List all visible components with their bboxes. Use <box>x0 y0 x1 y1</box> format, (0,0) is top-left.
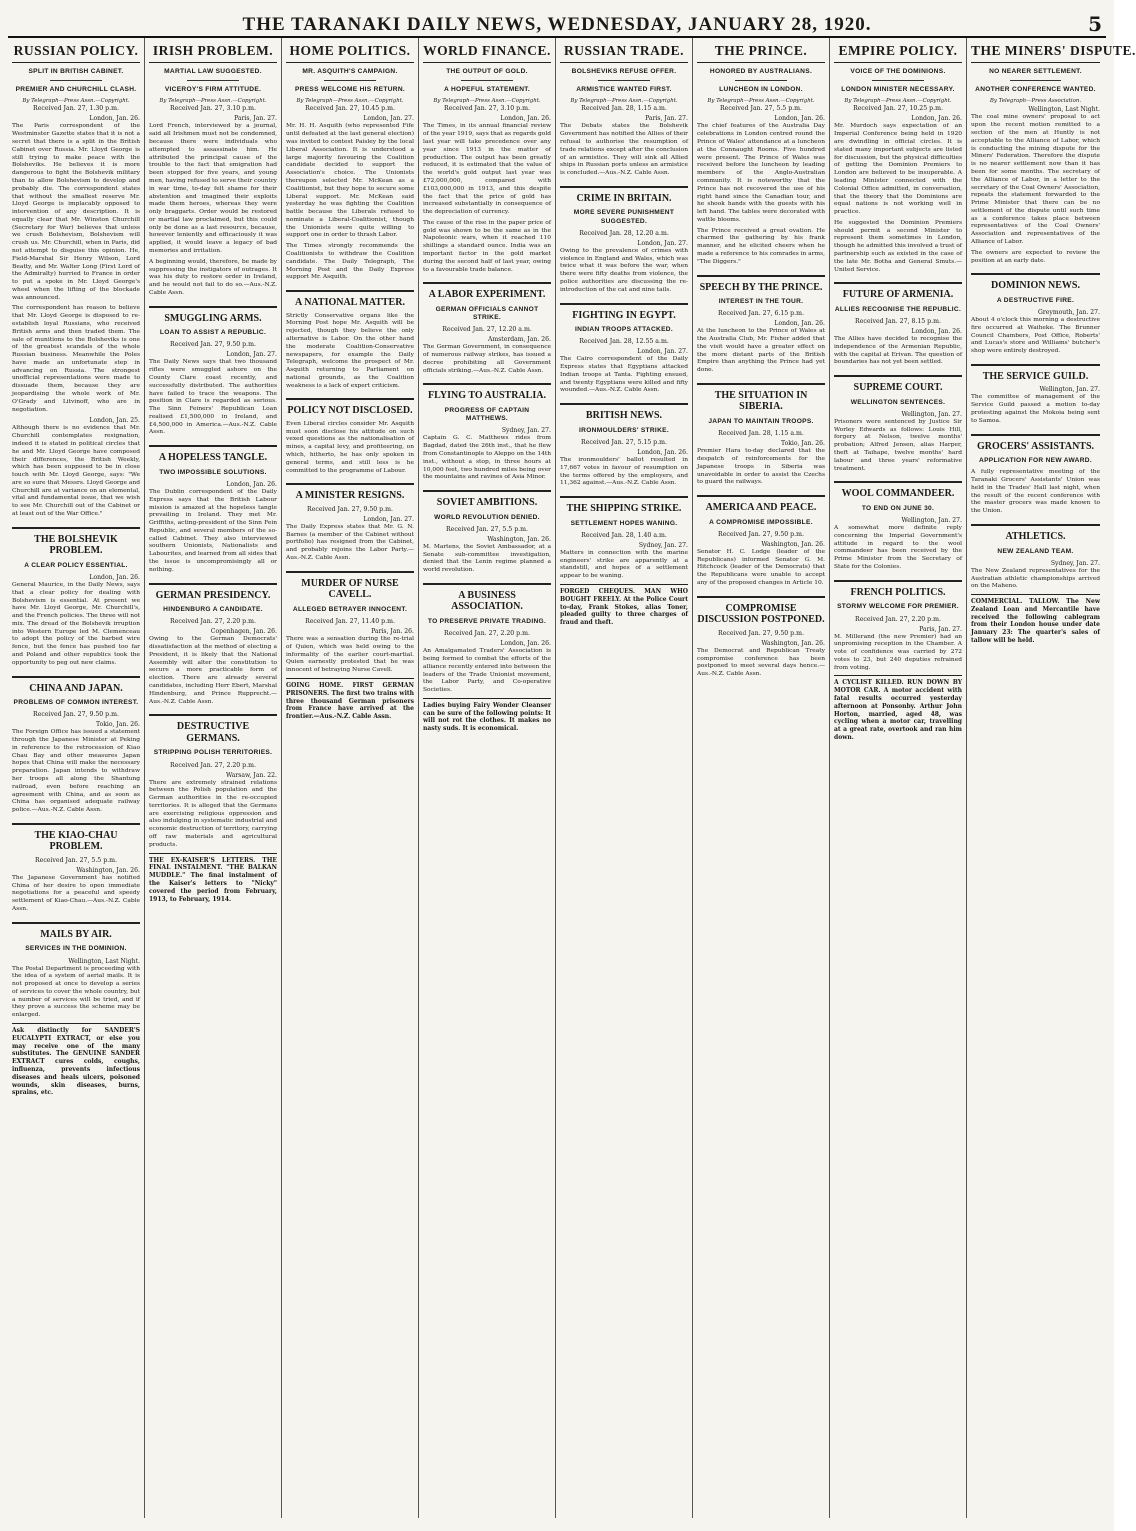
column-heading: THE PRINCE. <box>697 41 825 63</box>
story-dateline: London, Jan. 27. <box>226 351 277 359</box>
divider-rule <box>324 80 375 81</box>
advertisement: COMMERCIAL. TALLOW. The New Zealand Loan and Mercantile have received the following cablegram from their London house under date January 23: The quarter's sales of tallow will be held. <box>971 594 1100 645</box>
story-subhead: ALLIES RECOGNISE THE REPUBLIC. <box>834 305 962 313</box>
story-body: A fully representative meeting of the Taranaki Grocers' Assistants' Union was held in the Trades' Hall last night, when the result of the recent conference with the master grocers was made known to the Union. <box>971 469 1100 515</box>
story-dateline: London, Jan. 27. <box>363 515 414 523</box>
story-dateline: Tokio, Jan. 26. <box>95 721 140 729</box>
story-body: The Japanese Government has notified China of her desire to open immediate negotiations for a peaceful and speedy settlement of Kiao-Chau.—Aus.-N.Z. Cable Assn. <box>12 874 140 913</box>
column-6 <box>693 38 830 1518</box>
story-body: The committee of management of the Service Guild passed a motion to-day protesting against the Mokoia being sent to Samoa. <box>971 394 1100 424</box>
divider-rule <box>187 80 238 81</box>
story-received-time: Received Jan. 28, 1.15 a.m. <box>718 430 804 438</box>
column-4 <box>419 38 556 1518</box>
story-body: Strictly Conservative organs like the Morning Post hope Mr. Asquith will be rejected, though they believe the only alternative is Labor. On the other hand the moderate Coalition-Conservative newspapers, for example the Daily Telegraph, welcome the prospect of Mr. Asquith returning to Parliament on national grounds, as the Coalition weakness is a lack of expert criticism. <box>286 312 414 389</box>
story-dateline: Wellington, Jan. 27. <box>901 410 962 418</box>
byline: By Telegraph—Press Assn.—Copyright. <box>22 98 130 105</box>
story-subhead: STORMY WELCOME FOR PREMIER. <box>837 603 959 611</box>
story-body: A somewhat more definite reply concerning the Imperial Government's attitude in regard to the wool commandeer has been received by the Prime Minister from the Secretary of State for the Colonies. <box>834 525 962 571</box>
story-subhead: A CLEAR POLICY ESSENTIAL. <box>24 561 128 569</box>
story-body: About 4 o'clock this morning a destructive fire occurred at Waiheke. The Brunner Council Chambers, Post Office, Roberts' and Lucas's store and Williams' butcher's shop were entirely destroyed. <box>971 317 1100 355</box>
story-headline: AMERICA AND PEACE. <box>697 495 825 514</box>
dateline: London, Jan. 27. <box>363 115 414 123</box>
story-received-time: Received Jan. 27, 11.40 p.m. <box>305 618 395 626</box>
story-dateline: Sydney, Jan. 27. <box>1050 559 1100 567</box>
story-received-time: Received Jan. 27, 6.15 p.m. <box>718 310 804 318</box>
dateline: London, Jan. 26. <box>774 115 825 123</box>
story-dateline: Sydney, Jan. 27. <box>501 427 551 435</box>
story-headline: MURDER OF NURSE CAVELL. <box>286 571 414 601</box>
story-headline: WOOL COMMANDEER. <box>834 481 962 500</box>
story-dateline: Paris, Jan. 27. <box>919 625 962 633</box>
divider-rule <box>461 80 512 81</box>
story-dateline: London, Jan. 26. <box>774 320 825 328</box>
story-headline: THE BOLSHEVIK PROBLEM. <box>12 527 140 557</box>
article-body: Mr. Murdoch says expectation of an Imperial Conference being held in 1920 are dwindling in official circles. It is stated many important subjects are listed for discussion, but the physical difficulties of getting the Dominion Premiers to London are believed to be insuperable. A leading Minister connected with the Colonial Office admitted, in conversation, that the theory that the Dominions are equal nations is not working well in practice. <box>834 123 962 216</box>
story-dateline: Warsaw, Jan. 22. <box>226 771 277 779</box>
story-subhead: SERVICES IN THE DOMINION. <box>25 945 127 953</box>
story-dateline: Paris, Jan. 26. <box>371 628 414 636</box>
story-subhead: APPLICATION FOR NEW AWARD. <box>979 457 1092 465</box>
story-headline: THE SERVICE GUILD. <box>971 364 1100 383</box>
story-headline: FRENCH POLITICS. <box>834 580 962 599</box>
dateline: London, Jan. 26. <box>500 115 551 123</box>
column-subhead: SPLIT IN BRITISH CABINET. <box>28 68 124 75</box>
story-dateline: Washington, Jan. 26. <box>487 535 551 543</box>
received-time: Received Jan. 27, 1.30 p.m. <box>33 105 119 113</box>
column-heading: IRISH PROBLEM. <box>149 41 277 63</box>
story-headline: A BUSINESS ASSOCIATION. <box>423 583 551 613</box>
column-subhead-2: PREMIER AND CHURCHILL CLASH. <box>15 86 137 94</box>
story-dateline: London, Jan. 27. <box>637 239 688 247</box>
story-received-time: Received Jan. 27, 9.50 p.m. <box>718 629 804 637</box>
story-headline: ATHLETICS. <box>971 524 1100 543</box>
story-headline: GERMAN PRESIDENCY. <box>149 583 277 602</box>
column-heading: RUSSIAN TRADE. <box>560 41 688 63</box>
story-body: The Daily Express states that Mr. G. N. Barnes (a member of the Cabinet without portfolio) has resigned from the Cabinet, and probably rejoins the Labor Party.—Aus.-N.Z. Cable Assn. <box>286 523 414 561</box>
advertisement: THE EX-KAISER'S LETTERS. THE FINAL INSTALMENT. "THE BALKAN MUDDLE." The final instalment of the Kaiser's letters to "Nicky" covered the period from February, 1913, to February, 1914. <box>149 853 277 904</box>
story-dateline: London, Jan. 26. <box>500 640 551 648</box>
column-subhead-2: LONDON MINISTER NECESSARY. <box>841 86 955 94</box>
article-body: The Paris correspondent of the Westminster Gazette states that it is not a secret that there is a split in the British Cabinet over Russia. Mr. Lloyd George is still trying to make peace with the Bolsheviks. He believes it is more dangerous to fight the Bolshevik military than to allow Bolshevism to develop and probably die. The correspondent states that without the smallest reserve Mr. Lloyd George is implacably opposed to intervention of any description. It is equally clear that Mr. Winston Churchill (Secretary for War) believes that unless we crush Bolshevism, Bolshevism will crush us. Mr. Churchill, when in Paris, did not attempt to disguise this opinion. He, Field-Marshal Sir Henry Wilson, Lord Beatty, and Mr. Walter Long (First Lord of the Admiralty) hurried to France in order to put a spoke in Mr. Lloyd George's wheel when the lifting of the blockade was announced. <box>12 123 140 301</box>
story-dateline: Wellington, Jan. 27. <box>901 517 962 525</box>
story-headline: GROCERS' ASSISTANTS. <box>971 434 1100 453</box>
byline: By Telegraph—Press Assn.—Copyright. <box>707 98 815 105</box>
dateline: London, Jan. 26. <box>89 115 140 123</box>
story-received-time: Received Jan. 27, 8.15 p.m. <box>855 318 941 326</box>
story-dateline: Greymouth, Jan. 27. <box>1037 309 1100 317</box>
story-headline: THE SHIPPING STRIKE. <box>560 496 688 515</box>
story-dateline: Copenhagen, Jan. 26. <box>210 628 277 636</box>
story-headline: FUTURE OF ARMENIA. <box>834 282 962 301</box>
received-time: Received Jan. 28, 1.15 a.m. <box>581 105 667 113</box>
story-received-time: Received Jan. 27, 12.20 a.m. <box>442 326 532 334</box>
columns <box>8 38 1136 1518</box>
story-subhead: WORLD REVOLUTION DENIED. <box>434 513 540 521</box>
divider-rule <box>735 80 786 81</box>
story-body: Owing to the German Democrats' dissatisfaction at the method of electing a President, it is likely that the National Assembly will alter the constitution to secure a more practicable form of election. There are already several candidates, including Herr Ebert, Marshal Hindenburg, and Prince Rupprecht.—Aus.-N.Z. Cable Assn. <box>149 636 277 705</box>
byline: By Telegraph—Press Assn.—Copyright. <box>433 98 541 105</box>
article-body: The Times, in its annual financial review of the year 1919, says that as regards gold last year will take precedence over any year since 1913 in the matter of production. The output has been greatly reduced, it is estimated that the value of the world's gold output last year was £72,000,000, compared with £103,000,000 in 1913, and this despite the fact that the price of gold has increased substantially in consequence of the depreciation of currency. <box>423 123 551 216</box>
article-body-2: A beginning would, therefore, be made by suppressing the instigators of outrages. It was his duty to restore order in Ireland, and he would not fail to do so.—Aus.-N.Z. Cable Assn. <box>149 258 277 296</box>
article-body-2: The Times strongly recommends the Coalitionists to withdraw the Coalition candidate. The Daily Telegraph, The Morning Post and the Daily Express support Mr. Asquith. <box>286 243 414 281</box>
story-subhead: TWO IMPOSSIBLE SOLUTIONS. <box>159 468 267 476</box>
story-body: Matters in connection with the marine engineers' strike are apparently at a standstill, and hopes of a settlement appear to be waning. <box>560 549 688 580</box>
story-headline: A MINISTER RESIGNS. <box>286 483 414 502</box>
story-dateline: Wellington, Jan. 27. <box>1039 386 1100 394</box>
story-body: The Postal Department is proceeding with the idea of a system of aerial mails. It is not proposed at once to develop a series of services to cover the whole country, but a number of services will be tried, and if they prove a success the scheme may be enlarged. <box>12 965 140 1019</box>
story-received-time: Received Jan. 27, 2.20 p.m. <box>170 618 256 626</box>
column-subhead-2: ANOTHER CONFERENCE WANTED. <box>975 86 1096 94</box>
story-headline: A NATIONAL MATTER. <box>286 290 414 309</box>
byline: By Telegraph—Press Association. <box>989 98 1082 105</box>
story-body: The Dublin correspondent of the Daily Express says that the British Labour mission is amazed at the hopeless tangle prevailing in Ireland. They met Mr. Griffiths, acting-president of the Sinn Fein Republic, and several members of the so-called Cabinet. They also interviewed southern Unionists, Nationalists and Labourites, and learned from all sides that the issue is uncompromisingly all or nothing. <box>149 488 277 573</box>
byline: By Telegraph—Press Assn.—Copyright. <box>844 98 952 105</box>
story-received-time: Received Jan. 28, 1.40 a.m. <box>581 531 667 539</box>
story-dateline: Amsterdam, Jan. 26. <box>487 336 551 344</box>
advertisement: FORGED CHEQUES. MAN WHO BOUGHT FREELY. At the Police Court to-day, Frank Stokes, alias Toner, pleaded guilty to three charges of fraud and theft. <box>560 584 688 627</box>
received-time: Received Jan. 27, 3.10 p.m. <box>444 105 530 113</box>
column-subhead: THE OUTPUT OF GOLD. <box>446 68 528 75</box>
masthead <box>8 6 1106 38</box>
story-subhead: STRIPPING POLISH TERRITORIES. <box>153 749 273 757</box>
story-received-time: Received Jan. 27, 9.50 p.m. <box>307 505 393 513</box>
column-subhead: MARTIAL LAW SUGGESTED. <box>164 68 262 75</box>
story-subhead: PROGRESS OF CAPTAIN MATTHEWS. <box>444 406 530 423</box>
masthead-title: THE TARANAKI DAILY NEWS, WEDNESDAY, JANUARY 28, 1920. <box>242 14 872 35</box>
story-headline: CHINA AND JAPAN. <box>12 676 140 695</box>
article-body-2: He suggested the Dominion Premiers should permit a second Minister to represent them sometimes in London, though he admitted this involved a trust of partnership such as existed in the case of the late Mr. Botha and General Smuts.—United Service. <box>834 219 962 273</box>
dateline: London, Jan. 26. <box>911 115 962 123</box>
story-body: The Democrat and Republican Treaty compromise conference has been postponed to meet several days hence.—Aus.-N.Z. Cable Assn. <box>697 647 825 678</box>
column-1 <box>8 38 145 1518</box>
story-headline: SUPREME COURT. <box>834 375 962 394</box>
column-2 <box>145 38 282 1518</box>
column-3 <box>282 38 419 1518</box>
story-body: Prisoners were sentenced by Justice Sir Worley Edwards as follows: Louis Hill, forgery at Nelson, twelve months' probation; Alfred Jensen, alias Harper, theft at Taihape, twelve months' hard labour and three years' reformative treatment. <box>834 418 962 472</box>
article-body-3: Although there is no evidence that Mr. Churchill contemplates resignation, indeed it is stated in political circles that he and Mr. Lloyd George have composed their differences, the British Weekly, which has been supposed to be in close touch with Mr. Lloyd George, says: "We are so sure that Messrs. Lloyd George and Churchill are at variance on an elemental, vital and fundamental issue, that we wish to see Mr. Churchill out of the Cabinet or at least out of the War Office." <box>12 425 140 517</box>
story-received-time: Received Jan. 27, 5.15 p.m. <box>581 438 667 446</box>
story-body: Captain G. C. Matthews rides from Bagdad, dated the 26th inst., that he flew from Constantinople to Aleppo on the 14th inst., without a stop, in three hours at 10,000 feet, two hundred miles being over the mountains and ravines of Asia Minor. <box>423 435 551 481</box>
story-body: There are extremely strained relations between the Polish population and the German authorities in the re-occupied territories. It is alleged that the Germans are exercising religious oppression and also indulging in systematic industrial and economic destruction of territory, carrying off raw materials and agricultural products. <box>149 779 277 848</box>
story-dateline: London, Jan. 26. <box>226 480 277 488</box>
dateline-2: London, Jan. 25. <box>89 417 140 425</box>
story-dateline: Tokio, Jan. 26. <box>780 440 825 448</box>
article-body: Lord French, interviewed by a journal, said all Irishmen must not be condemned, because there were individuals who attempted to assassinate him. He attributed the principal cause of the trouble to the fact that emigration had been stopped for five years, and young men, having refused to serve their country in war time, to-day felt shame for their abstention and imagined their exploits made them heroes, whereas they were only braggarts. Order would be restored or martial law proclaimed, but this could only be done as a last resource, because, however leniently and efficaciously it was applied, it would leave a legacy of bad memories and irritation. <box>149 123 277 254</box>
column-heading: THE MINERS' DISPUTE. <box>971 41 1100 63</box>
story-body: The ironmoulders' ballot resulted in 17,667 votes in favour of resumption on the terms offered by the employers, and 11,362 against.—Aus.-N.Z. Cable Assn. <box>560 456 688 487</box>
story-body: M. Martens, the Soviet Ambassador, at a Senate sub-committee investigation, denied that the Lenin regime planned a world revolution. <box>423 543 551 574</box>
story-headline: A LABOR EXPERIMENT. <box>423 282 551 301</box>
story-dateline: Washington, Jan. 26. <box>761 540 825 548</box>
column-subhead-2: ARMISTICE WANTED FIRST. <box>576 86 672 94</box>
divider-rule <box>1010 80 1062 81</box>
story-received-time: Received Jan. 27, 5.5 p.m. <box>446 525 528 533</box>
story-body: The New Zealand representatives for the Australian athletic championships arrived on the Maheno. <box>971 567 1100 590</box>
story-body: There was a sensation during the re-trial of Quien, which was held owing to the informality of the earlier court-martial. Quien earnestly protested that he was innocent of betraying Nurse Cavell. <box>286 636 414 674</box>
column-subhead-2: PRESS WELCOME HIS RETURN. <box>294 86 406 94</box>
story-headline: SOVIET AMBITIONS. <box>423 490 551 509</box>
story-received-time: Received Jan. 28, 12.20 a.m. <box>579 229 669 237</box>
story-headline: CRIME IN BRITAIN. <box>560 186 688 205</box>
story-headline: POLICY NOT DISCLOSED. <box>286 398 414 417</box>
story-received-time: Received Jan. 27, 9.50 p.m. <box>33 711 119 719</box>
story-subhead: JAPAN TO MAINTAIN TROOPS. <box>708 417 814 425</box>
story-dateline: London, Jan. 26. <box>89 573 140 581</box>
story-received-time: Received Jan. 27, 9.50 p.m. <box>718 530 804 538</box>
column-subhead-2: A HOPEFUL STATEMENT. <box>444 86 530 94</box>
story-headline: DOMINION NEWS. <box>971 273 1100 292</box>
story-headline: THE SITUATION IN SIBERIA. <box>697 383 825 413</box>
story-body: Premier Hara to-day declared that the despatch of reinforcements for the Japanese troops in Siberia was unavoidable in order to assist the Czechs to guard the railways. <box>697 448 825 486</box>
column-heading: WORLD FINANCE. <box>423 41 551 63</box>
received-time: Received Jan. 27, 5.5 p.m. <box>720 105 802 113</box>
article-body: The Debats states the Bolshevik Government has notified the Allies of their refusal to authorise the resumption of trade relations except after the conclusion of an armistice. They will sink all Allied ships in Russian ports unless an armistice is concluded.—Aus.-N.Z. Cable Assn. <box>560 123 688 177</box>
story-subhead: ALLEGED BETRAYER INNOCENT. <box>292 605 408 613</box>
story-dateline: Washington, Jan. 26. <box>761 639 825 647</box>
story-headline: A HOPELESS TANGLE. <box>149 445 277 464</box>
story-received-time: Received Jan. 27, 2.20 p.m. <box>444 630 530 638</box>
story-subhead: PROBLEMS OF COMMON INTEREST. <box>13 699 139 707</box>
column-heading: EMPIRE POLICY. <box>834 41 962 63</box>
story-body: At the luncheon to the Prince of Wales at the Australia Club, Mr. Fisher added that the visit would have a greater effect on the more distant parts of the British Empire than anything the Prince had yet done. <box>697 328 825 374</box>
story-headline: DESTRUCTIVE GERMANS. <box>149 714 277 744</box>
received-time: Received Jan. 27, 10.25 p.m. <box>853 105 943 113</box>
divider-rule <box>50 80 101 81</box>
column-7 <box>830 38 967 1518</box>
story-headline: FIGHTING IN EGYPT. <box>560 303 688 322</box>
story-subhead: MORE SEVERE PUNISHMENT SUGGESTED. <box>573 209 675 225</box>
story-received-time: Received Jan. 27, 2.20 p.m. <box>855 615 941 623</box>
story-dateline: London, Jan. 26. <box>637 448 688 456</box>
dateline: Paris, Jan. 27. <box>645 115 688 123</box>
column-5 <box>556 38 693 1518</box>
article-body-2: The cause of the rise in the paper price of gold was shown to be the same as in the Napoleonic wars, when it reached 110 shillings a standard ounce. India was an important factor in the gold market during the second half of last year, owing to a favourable trade balance. <box>423 219 551 273</box>
column-subhead: BOLSHEVIKS REFUSE OFFER. <box>571 68 677 75</box>
story-subhead: NEW ZEALAND TEAM. <box>997 547 1074 555</box>
article-body: The coal mine owners' proposal to act upon the recent motion remitted to a section of the men at Huntly is not acceptable to the Alliance of Labor, which is conducting the mining dispute for the Miners' Federation. Therefore the dispute is no nearer settlement now than it has been for some months. The secretary of the Alliance of Labor, in a letter to the secretary of the Coal Owners' Association, repeats the statement forwarded to the Prime Minister that there can be no settlement of the dispute until such time as a conference takes place between representatives of the Coal Owners' Association and representatives of the Alliance of Labor. <box>971 114 1100 245</box>
story-headline: FLYING TO AUSTRALIA. <box>423 383 551 402</box>
column-subhead: NO NEARER SETTLEMENT. <box>989 68 1082 75</box>
column-subhead-2: VICEROY'S FIRM ATTITUDE. <box>164 86 262 94</box>
story-body: Senator H. C. Lodge (leader of the Republicans) informed Senator G. M. Hitchcock (leader of the Democrats) that the Republicans were unable to accept any of the proposed changes in Article 10. <box>697 548 825 586</box>
story-dateline: London, Jan. 27. <box>637 348 688 356</box>
story-subhead: IRONMOULDERS' STRIKE. <box>579 426 669 434</box>
story-subhead: INDIAN TROOPS ATTACKED. <box>575 326 673 334</box>
story-received-time: Received Jan. 27, 2.20 p.m. <box>170 761 256 769</box>
story-subhead: WELLINGTON SENTENCES. <box>850 398 946 406</box>
story-subhead: SETTLEMENT HOPES WANING. <box>570 519 678 527</box>
story-body: An Amalgamated Traders' Association is being formed to combat the efforts of the alliance recently entered into between the leaders of the Trade Unionist movement, the Labor Party, and Co-operative Societies. <box>423 648 551 694</box>
story-dateline: Sydney, Jan. 27. <box>638 541 688 549</box>
story-headline: COMPROMISE DISCUSSION POSTPONED. <box>697 596 825 626</box>
story-received-time: Received Jan. 27, 9.50 p.m. <box>170 341 256 349</box>
story-dateline: Wellington, Last Night. <box>68 957 140 965</box>
article-body: Mr. H. H. Asquith (who represented Fife until defeated at the last general election) was invited to contest Paisley by the local Liberal Association. It is understood a large majority favouring the Coalition candidate decided to support the Association's choice. The Unionists thereupon selected Mr. McKean as a Coalitionist, but they hope to secure some Liberal support. Mr. McKean said yesterday he was fighting the Coalition battle because the Liberals refused to nominate a Liberal-Coalitionist, though the Unionists were quite willing to support one in order to thrash Labor. <box>286 123 414 239</box>
story-body: General Maurice, in the Daily News, says that a clear policy for dealing with Bolshevism is essential. At present we have Mr. Lloyd George, Mr. Churchill's, and the French policies. The three will not mix. The dread of the Bolshevik irruption into Western Europe led M. Clemenceau to adopt the policy of the barbed wire fence, but the fence has pushed too far and Poland and other republics took the opportunity to peg out new claims. <box>12 581 140 666</box>
story-body: Owing to the prevalence of crimes with violence in England and Wales, which was twice what it was before the war, when there were fifty deaths from violence, the police authorities are discussing the re-introduction of the cat and nine tails. <box>560 247 688 293</box>
article-body: The chief features of the Australia Day celebrations in London centred round the Prince of Wales' attendance at a luncheon at the Connaught Rooms. Five hundred were present. The Prince of Wales was received before the luncheon by leading members of the Anglo-Australian community. It is noteworthy that the Prince has not recovered the use of his right hand since the Canadian tour, and he shook hands with the guests with his left hand. The tables were decorated with wattle blooms. <box>697 123 825 223</box>
article-body-2: The correspondent has reason to believe that Mr. Lloyd George is disposed to re-establish loyal Russians, who received British arms and then traded them. The sale of munitions to the Bolsheviks is one of the greatest scandals of the whole Russian business. Meanwhile the Poles have made an unfortunate step in advancing on Russia. The strongest unofficial representations were made to dissuade them, because they are jeopardising the whole work of Mr. O'Grady and Litvinoff, who are in negotiation. <box>12 305 140 413</box>
column-subhead: HONORED BY AUSTRALIANS. <box>709 68 813 75</box>
byline: By Telegraph—Press Assn.—Copyright. <box>296 98 404 105</box>
column-subhead-2: LUNCHEON IN LONDON. <box>719 86 803 94</box>
byline: By Telegraph—Press Assn.—Copyright. <box>159 98 267 105</box>
column-subhead: MR. ASQUITH'S CAMPAIGN. <box>302 68 398 75</box>
advertisement: Ladies buying Fairy Wonder Cleanser can be sure of the following points: It will not rot the clothes. It makes no nasty suds. It is economical. <box>423 698 551 733</box>
story-received-time: Received Jan. 27, 5.5 p.m. <box>35 856 117 864</box>
story-subhead: LOAN TO ASSIST A REPUBLIC. <box>159 329 267 337</box>
story-headline: SMUGGLING ARMS. <box>149 306 277 325</box>
story-body: The Cairo correspondent of the Daily Express states that Egyptians attacked Indian troops at Tanta. Fighting ensued, and twenty Egyptians were killed and fifty wounded.—Aus.-N.Z. Cable Assn. <box>560 356 688 394</box>
divider-rule <box>872 80 923 81</box>
article-body-2: The owners are expected to review the position at an early date. <box>971 249 1100 264</box>
story-headline: SPEECH BY THE PRINCE. <box>697 275 825 294</box>
advertisement: GOING HOME. FIRST GERMAN PRISONERS. The first two trains with three thousand German prisoners from France have arrived at the frontier.—Aus.-N.Z. Cable Assn. <box>286 678 414 721</box>
article-body-2: The Prince received a great ovation. He charmed the gathering by his frank manner, and he elicited cheers when he made a reference to his comrades in arms, "The Diggers." <box>697 227 825 265</box>
story-subhead: GERMAN OFFICIALS CANNOT STRIKE. <box>435 305 539 322</box>
dateline: Paris, Jan. 27. <box>234 115 277 123</box>
story-subhead: TO END ON JUNE 30. <box>861 504 935 512</box>
story-dateline: London, Jan. 26. <box>911 328 962 336</box>
column-heading: HOME POLITICS. <box>286 41 414 63</box>
divider-rule <box>598 80 649 81</box>
story-body: M. Millerand (the new Premier) had an unpromising reception in the Chamber. A vote of confidence was carried by 272 votes to 23, but 240 deputies refrained from voting. <box>834 633 962 671</box>
story-headline: THE KIAO-CHAU PROBLEM. <box>12 823 140 853</box>
page-number: 5 <box>1088 12 1102 36</box>
advertisement: A CYCLIST KILLED. RUN DOWN BY MOTOR CAR. A motor accident with fatal results occurred yesterday afternoon at Ponsonby. Arthur John Horton, married, aged 48, was cycling when a motor car, travelling at a great rate, overtook and ran him down. <box>834 675 962 741</box>
byline: By Telegraph—Press Assn.—Copyright. <box>570 98 678 105</box>
column-subhead: VOICE OF THE DOMINIONS. <box>850 68 946 75</box>
column-heading: RUSSIAN POLICY. <box>12 41 140 63</box>
dateline: Wellington, Last Night. <box>1028 106 1100 114</box>
story-received-time: Received Jan. 28, 12.55 a.m. <box>579 338 669 346</box>
story-dateline: Washington, Jan. 26. <box>76 866 140 874</box>
story-headline: BRITISH NEWS. <box>560 403 688 422</box>
story-body: The German Government, in consequence of numerous railway strikes, has issued a decree prohibiting all Government officials striking.—Aus.-N.Z. Cable Assn. <box>423 344 551 374</box>
story-subhead: TO PRESERVE PRIVATE TRADING. <box>427 617 547 625</box>
story-body: The Allies have decided to recognise the independence of the Armenian Republic, with the capital at Erivan. The question of boundaries has not yet been settled. <box>834 336 962 366</box>
received-time: Received Jan. 27, 3.10 p.m. <box>170 105 256 113</box>
story-subhead: HINDENBURG A CANDIDATE. <box>163 606 263 614</box>
story-headline: MAILS BY AIR. <box>12 922 140 941</box>
story-body: The Daily News says that two thousand rifles were smuggled ashore on the County Clare coast recently, and successfully distributed. The authorities have failed to trace the weapons. The position in Clare is regarded as serious. The Sinn Feiners' Republican Loan realised £1,500,000 in Ireland, and £4,500,000 in America.—Aus.-N.Z. Cable Assn. <box>149 359 277 436</box>
story-body: Even Liberal circles consider Mr. Asquith must soon disclose his attitude on such vexed questions as the nationalisation of mines, a capital levy, and profiteering, on which, hitherto, he has only spoken in general terms, and still less is he committed to the programme of Labour. <box>286 420 414 474</box>
story-body: The Foreign Office has issued a statement through the Japanese Minister at Peking in reference to the retrocession of Kiao Chau Bay and other measures Japan hopes that China will make the necessary preparation. Japan intends to withdraw her troops all along the Shantung railroad, even before reaching an agreement with China, and as soon as China has organised adequate railway police.—Aus.-N.Z. Cable Assn. <box>12 729 140 814</box>
column-8 <box>967 38 1136 1518</box>
story-subhead: INTEREST IN THE TOUR. <box>718 298 804 306</box>
advertisement: Ask distinctly for SANDER'S EUCALYPTI EXTRACT, or else you may receive one of the many substitutes. The GENUINE SANDER EXTRACT cures colds, coughs, influenza, prevents infectious diseases and heals ulcers, poisoned wounds, skin diseases, burns, sprains, etc. <box>12 1023 140 1097</box>
story-subhead: A COMPROMISE IMPOSSIBLE. <box>709 518 813 526</box>
received-time: Received Jan. 27, 10.45 p.m. <box>305 105 395 113</box>
story-subhead: A DESTRUCTIVE FIRE. <box>996 296 1075 304</box>
